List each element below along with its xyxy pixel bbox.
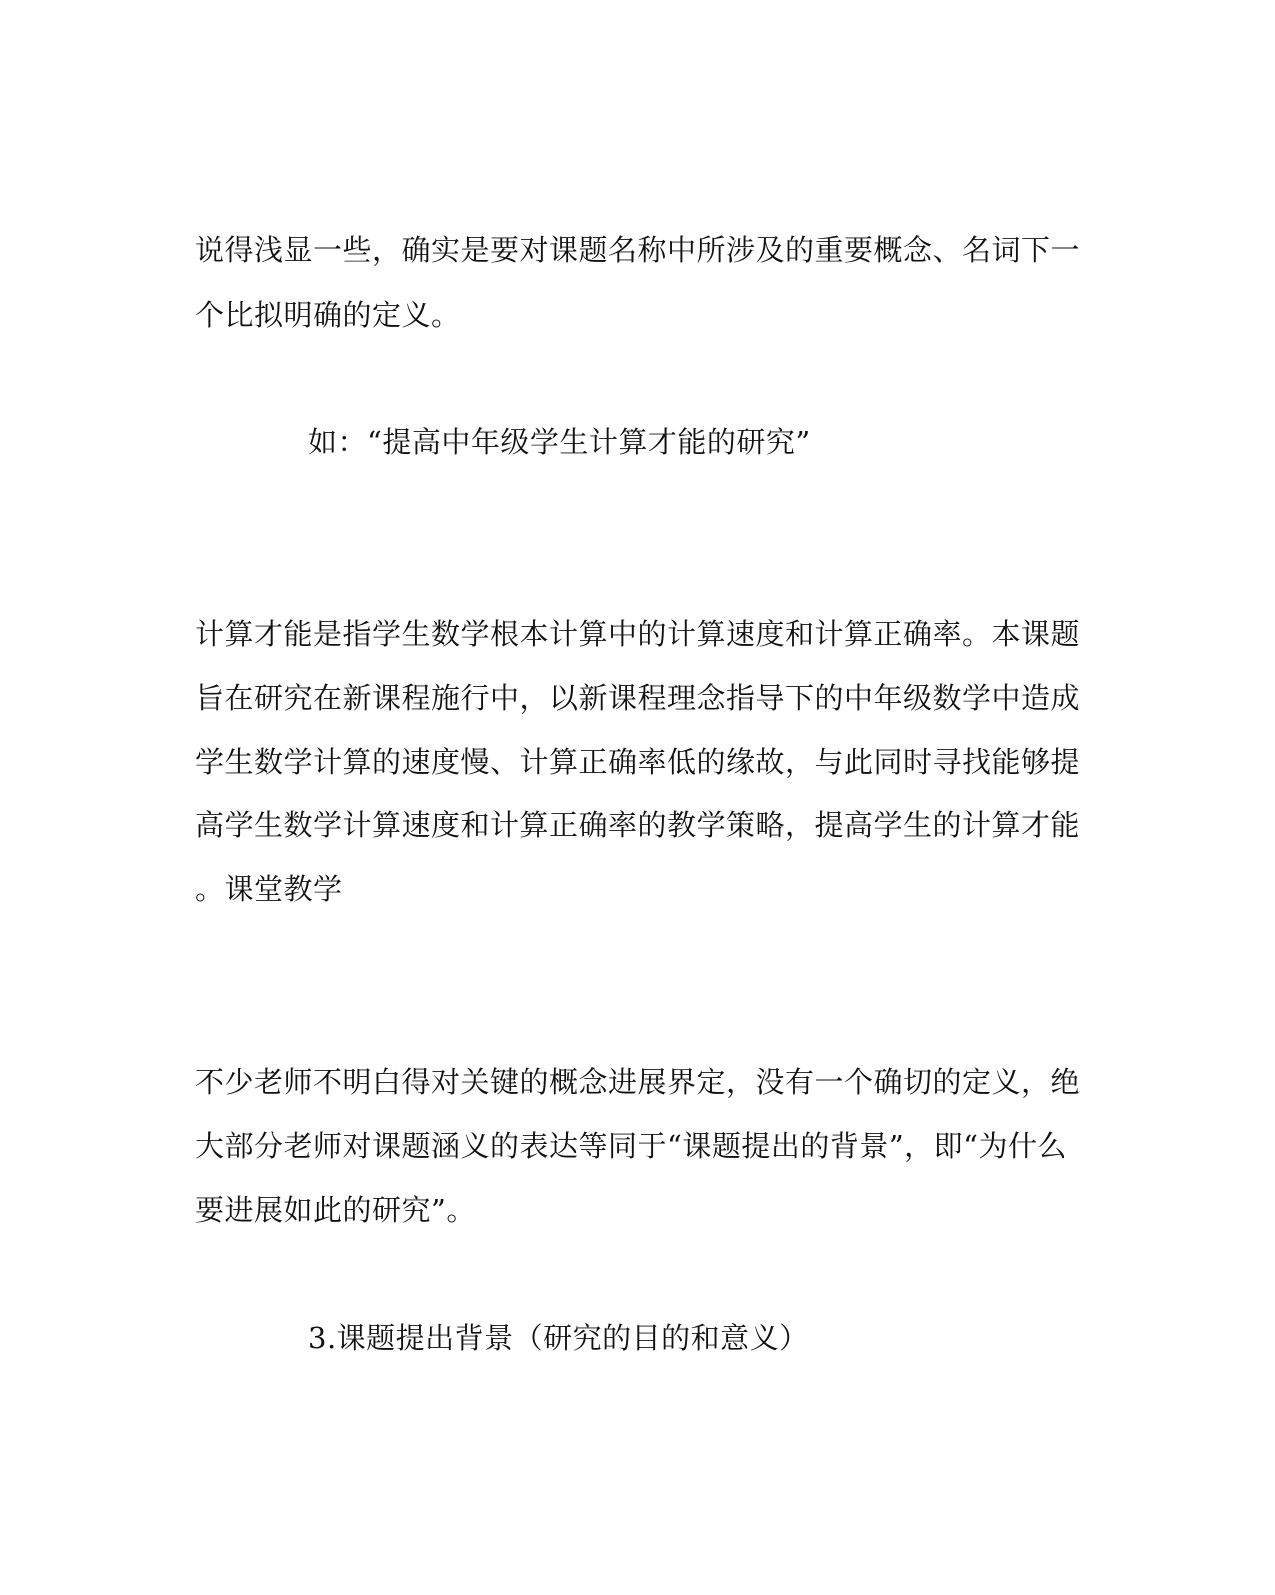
paragraph-line: 说得浅显一些，确实是要对课题名称中所涉及的重要概念、名词下一	[195, 233, 1081, 267]
paragraph-line: 旨在研究在新课程施行中，以新课程理念指导下的中年级数学中造成	[195, 681, 1081, 715]
paragraph-line: 。课堂教学	[195, 872, 343, 906]
paragraph-line: 不少老师不明白得对关键的概念进展界定，没有一个确切的定义，绝	[195, 1065, 1081, 1099]
paragraph-line: 高学生数学计算速度和计算正确率的教学策略，提高学生的计算才能	[195, 808, 1081, 842]
paragraph-line: 计算才能是指学生数学根本计算中的计算速度和计算正确率。本课题	[195, 617, 1081, 651]
paragraph-line: 个比拟明确的定义。	[195, 298, 461, 332]
paragraph-line: 大部分老师对课题涵义的表达等同于“课题提出的背景”，即“为什么	[195, 1129, 1067, 1163]
section-heading: 3.课题提出背景（研究的目的和意义）	[308, 1321, 809, 1355]
paragraph-line: 要进展如此的研究”。	[195, 1193, 476, 1227]
example-title: 如：“提高中年级学生计算才能的研究”	[308, 425, 811, 459]
paragraph-line: 学生数学计算的速度慢、计算正确率低的缘故，与此同时寻找能够提	[195, 745, 1081, 779]
